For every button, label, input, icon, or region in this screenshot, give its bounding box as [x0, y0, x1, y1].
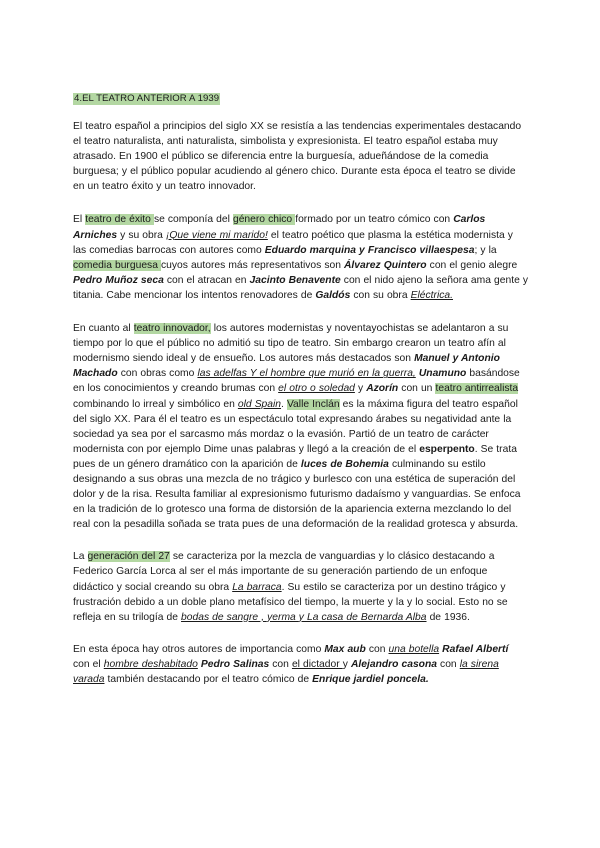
- author-name: Álvarez Quintero: [344, 259, 427, 271]
- author-name: Enrique jardiel poncela.: [312, 674, 429, 685]
- work-title: el dictador: [291, 658, 343, 670]
- work-title: old Spain: [237, 398, 282, 410]
- highlight-valle-inclan: Valle Inclán: [286, 398, 340, 410]
- author-name: Manuel y Antonio Machado: [73, 353, 500, 380]
- work-title: las adelfas Y el hombre que murió en la guerra,: [197, 368, 416, 380]
- work-title: hombre deshabitado: [103, 658, 198, 670]
- section-title: 4.EL TEATRO ANTERIOR A 1939: [74, 93, 220, 104]
- author-name: Pedro Salinas: [200, 658, 270, 670]
- work-title-bold: luces de Bohemia: [300, 458, 389, 470]
- author-name: Carlos Arniches: [73, 214, 486, 241]
- work-title: La barraca: [232, 581, 282, 593]
- work-title: Eléctrica.: [410, 289, 453, 301]
- term-esperpento: esperpento: [419, 443, 475, 455]
- work-title: bodas de sangre , yerma y La casa de Bernarda Alba: [181, 611, 427, 623]
- work-title: ¡Que viene mi marido!: [165, 229, 268, 241]
- work-title: el otro o soledad: [278, 383, 355, 395]
- highlight-comedia-burguesa: comedia burguesa: [73, 259, 161, 271]
- paragraph-teatro-exito: El teatro de éxito se componía del género chico formado por un teatro cómico con Carlos Arniches y su obra ¡Que viene mi marido! el teatro poético que plasma la estética modernista y las comedias barrocas con autores como Eduardo marquina y Francisco villaespesa; y la comedia burguesa cuyos autores más representativos son Álvarez Quintero con el genio alegre Pedro Muñoz seca con el atracan en Jacinto Benavente con el nido ajeno la señora ama gente y titania. Cabe mencionar los intentos renovadores de Galdós con su obra Eléctrica.: [73, 214, 529, 301]
- highlight-teatro-innovador: teatro innovador,: [133, 323, 211, 335]
- highlight-genero-chico: género chico: [232, 214, 296, 226]
- paragraph-generacion-27: La generación del 27 se caracteriza por la mezcla de vanguardias y lo clásico destacando a Federico García Lorca al ser el más importante de su generación partiendo de un enfoque didáctico y social creando su obra La barraca. Su estilo se caracteriza por un destino trágico y frustración debido a un doble plano metafísico del tiempo, la muerte y la y lo social. Esto no se refleja en su trilogía de bodas de sangre , yerma y La casa de Bernarda Alba de 1936.: [73, 551, 508, 623]
- author-name: Eduardo marquina y Francisco villaespesa: [264, 244, 475, 256]
- author-name: Rafael Albertí: [442, 643, 509, 655]
- author-name: Unamuno: [418, 368, 467, 380]
- highlight-teatro-antirrealista: teatro antirrealista: [435, 383, 519, 395]
- paragraph-intro: El teatro español a principios del siglo XX se resistía a las tendencias experimentales destacando el teatro naturalista, anti naturalista, simbolista y expresionista. El teatro español estaba muy atrasado. En 1900 el público se diferencia entre la burguesía, adueñándose de la comedia burguesa; y el público popular acudiendo al género chico. Durante esta época el teatro se divide en un teatro éxito y un teatro innovador.: [73, 121, 522, 193]
- author-name: Alejandro casona: [350, 658, 437, 670]
- paragraph-teatro-innovador: En cuanto al teatro innovador, los autores modernistas y noventayochistas se adelantaron a su tiempo por lo que el público no admitió su tipo de teatro. Sin embargo crearon un teatro afín al modernismo siendo ideal y de ensueño. Los autores más destacados son Manuel y Antonio Machado con obras como las adelfas Y el hombre que murió en la guerra, Unamuno basándose en los conocimientos y creando brumas con el otro o soledad y Azorín con un teatro antirrealista combinando lo irreal y simbólico en old Spain. Valle Inclán es la máxima figura del teatro español del siglo XX. Para él el teatro es un espectáculo total expresando árabes su negatividad ante la sociedad ya sea por el sarcasmo más mordaz o la evasión. Partió de un teatro de carácter modernista con por ejemplo Dime unas palabras y llegó a la creación de el esperpento. Se trata pues de un género dramático con la aparición de luces de Bohemia culminando su estilo designando a sus obras una mezcla de no trágico y burlesco con una estética de superación del dolor y de la risa. Resulta familiar al expresionismo futurismo dadaísmo y vanguardias. Se enfoca en la tradición de lo grotesco una forma de distorsión de la apariencia externa mezclando lo del real con la pesadilla soñada se trata pues de una deformación de la realidad grotesca y absurda.: [73, 323, 521, 531]
- author-name: Jacinto Benavente: [249, 274, 341, 286]
- author-name: Galdós: [315, 289, 351, 301]
- paragraph-otros-autores: En esta época hay otros autores de importancia como Max aub con una botella Rafael Albertí con el hombre deshabitado Pedro Salinas con el dictador y Alejandro casona con la sirena varada también destacando por el teatro cómico de Enrique jardiel poncela.: [73, 643, 509, 685]
- author-name: Max aub: [324, 643, 366, 655]
- highlight-teatro-exito: teatro de éxito: [85, 214, 154, 226]
- work-title: la sirena varada: [73, 658, 499, 685]
- highlight-generacion-27: generación del 27: [87, 551, 170, 563]
- author-name: Pedro Muñoz seca: [73, 274, 164, 286]
- author-name: Azorín: [366, 383, 399, 395]
- work-title: una botella: [388, 643, 440, 655]
